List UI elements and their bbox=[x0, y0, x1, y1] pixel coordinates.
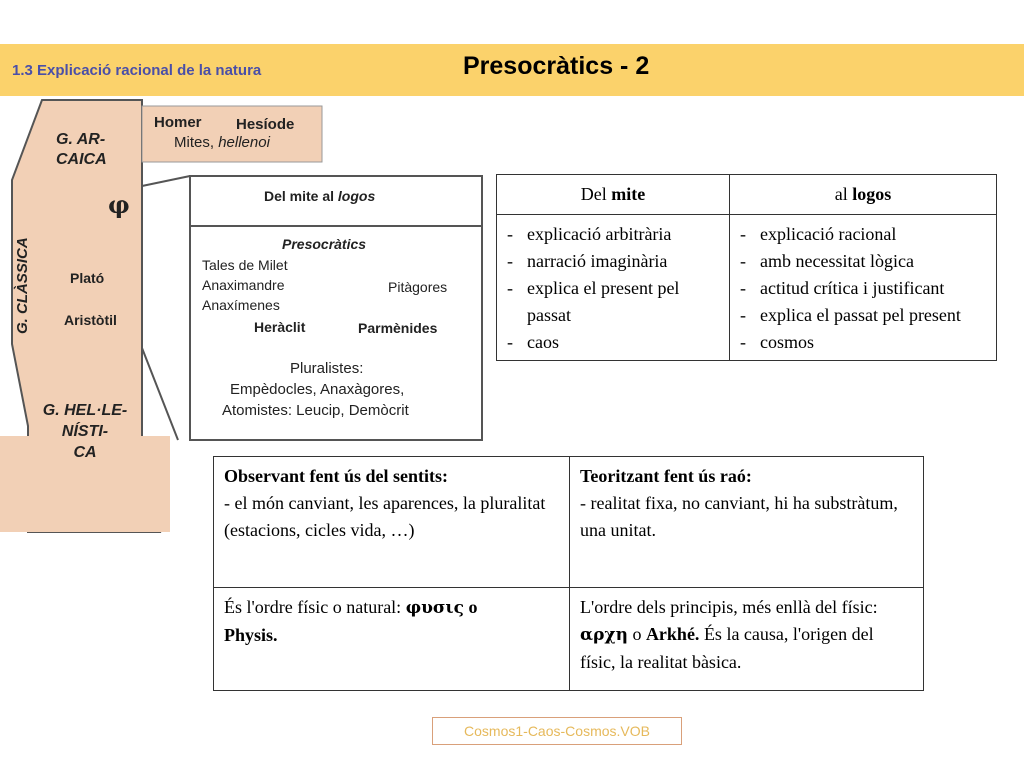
page-title: Presocràtics - 2 bbox=[463, 52, 650, 80]
anaximenes: Anaxímenes bbox=[202, 297, 280, 313]
reason-cell bbox=[570, 457, 924, 588]
list-item: - amb necessitat lògica bbox=[740, 248, 988, 275]
homer: Homer bbox=[154, 114, 202, 131]
heraclitus: Heràclit bbox=[254, 319, 306, 335]
anaximander: Anaximandre bbox=[202, 277, 285, 293]
myth-logos-table bbox=[496, 174, 997, 361]
arkhe-greek: αρχη bbox=[580, 625, 628, 645]
era-hellenistic: G. HEL·LE- NÍSTI- CA bbox=[42, 402, 128, 461]
pluralists-list-2: Atomistes: Leucip, Demòcrit bbox=[222, 402, 409, 419]
senses-title: Observant fent ús del sentits: bbox=[224, 466, 448, 486]
video-link[interactable]: Cosmos1-Caos-Cosmos.VOB bbox=[432, 717, 682, 745]
parmenides: Parmènides bbox=[358, 320, 438, 336]
reason-title: Teoritzant fent ús raó: bbox=[580, 466, 752, 486]
pluralists: Pluralistes: bbox=[290, 360, 364, 377]
myths-label: Mites, hellenoi bbox=[174, 134, 270, 151]
list-item: - explica el present pel passat bbox=[507, 275, 721, 329]
pluralists-list-1: Empèdocles, Anaxàgores, bbox=[230, 381, 405, 398]
logos-header: al logos bbox=[730, 175, 997, 215]
list-item: - explica el passat pel present bbox=[740, 302, 988, 329]
myth-to-logos: Del mite al logos bbox=[264, 188, 376, 204]
logos-cell bbox=[730, 215, 997, 361]
pythagoras: Pitàgores bbox=[388, 279, 448, 295]
section-subtitle: 1.3 Explicació racional de la natura bbox=[12, 62, 262, 79]
arkhe-term: Arkhé. bbox=[645, 624, 700, 644]
physis-greek: φυσις bbox=[405, 598, 464, 618]
list-item: - explicació racional bbox=[740, 221, 988, 248]
aristotle: Aristòtil bbox=[64, 312, 117, 328]
physis-cell: És l'ordre físic o natural: φυσις o Physis. bbox=[214, 588, 570, 691]
list-item: - cosmos bbox=[740, 329, 988, 356]
presocratics-heading: Presocràtics bbox=[282, 236, 367, 252]
hesiod: Hesíode bbox=[236, 116, 295, 133]
thales: Tales de Milet bbox=[202, 257, 288, 273]
phi-symbol: φ bbox=[108, 190, 130, 219]
senses-body: - el món canviant, les aparences, la pluralitat (estacions, cicles vida, …) bbox=[224, 493, 546, 540]
senses-cell bbox=[214, 457, 570, 588]
myth-cell bbox=[497, 215, 730, 361]
list-item: - explicació arbitrària bbox=[507, 221, 721, 248]
reason-body: - realitat fixa, no canviant, hi ha substràtum, una unitat. bbox=[580, 493, 898, 540]
era-classic: G. CLÀSSICA bbox=[14, 237, 31, 334]
list-item: - caos bbox=[507, 329, 721, 356]
plato: Plató bbox=[70, 270, 105, 286]
arkhe-cell: L'ordre dels principis, més enllà del físic: αρχη o Arkhé. És la causa, l'origen del físic, la realitat bàsica. bbox=[570, 588, 924, 691]
list-item: - actitud crítica i justificant bbox=[740, 275, 988, 302]
physis-arkhe-table bbox=[213, 456, 924, 691]
list-item: - narració imaginària bbox=[507, 248, 721, 275]
era-archaic: G. AR- CAICA bbox=[56, 131, 107, 168]
myth-header: Del mite bbox=[497, 175, 730, 215]
physis-term: Physis. bbox=[224, 625, 278, 645]
